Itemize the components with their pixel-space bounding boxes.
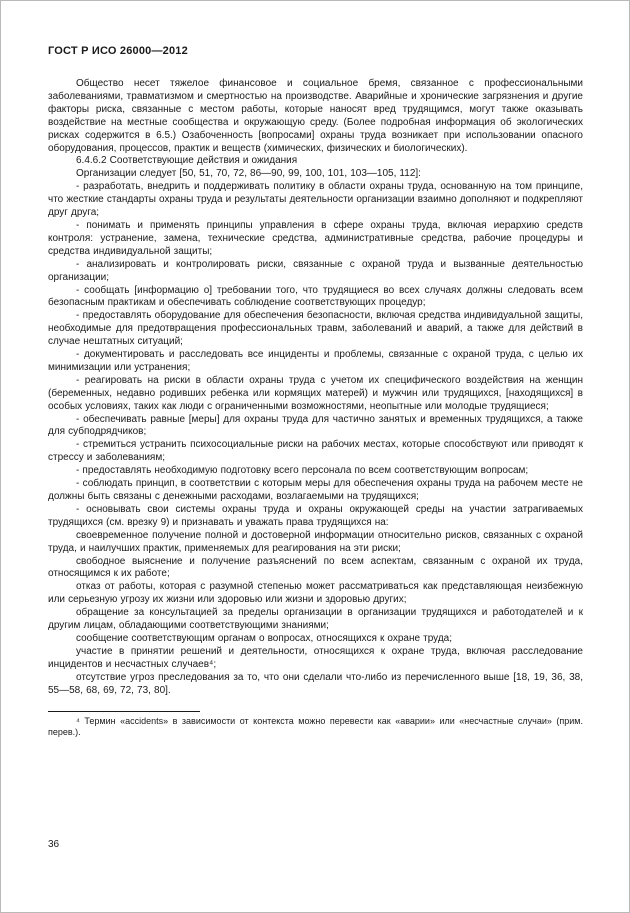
document-header-title: ГОСТ Р ИСО 26000—2012 (48, 45, 188, 57)
sub-list-item: отказ от работы, которая с разумной степенью может рассматриваться как представляющая неизбежную или серьезную угрозу их жизни или здоровью или жизни и здоровью других; (48, 581, 583, 606)
footnote-text: ⁴ Термин «accidents» в зависимости от контекста можно перевести как «аварии» или «несчастные случаи» (прим. перев.). (48, 715, 583, 737)
sub-list-item: отсутствие угроз преследования за то, что они сделали что-либо из перечисленного выше [18, 19, 36, 38, 55—58, 68, 69, 72, 73, 80]. (48, 671, 583, 696)
list-item: - предоставлять необходимую подготовку всего персонала по всем соответствующим вопросам; (76, 465, 529, 477)
sub-list-item: свободное выяснение и получение разъяснений по всем аспектам, связанным с охраной их труда, относящимся к их работе; (48, 555, 583, 580)
sub-list-item: обращение за консультацией за пределы организации в организации трудящихся и работодателей и к другим лицам, обладающими соответствующими знаниями; (48, 607, 583, 632)
list-item: - основывать свои системы охраны труда и охраны окружающей среды на участии затрагиваемых трудящихся (см. врезку 9) и признавать и уважать права трудящихся на: (48, 503, 583, 528)
sub-list-item: участие в принятии решений и деятельности, относящихся к охране труда, включая расследование инцидентов и несчастных случаев⁴; (48, 645, 583, 670)
list-item: - стремиться устранить психосоциальные риски на рабочих местах, которые способствуют или приводят к стрессу и заболеваниям; (48, 439, 583, 464)
sub-list-item: сообщение соответствующим органам о вопросах, относящихся к охране труда; (76, 632, 453, 644)
list-item: - обеспечивать равные [меры] для охраны труда для частично занятых и временных трудящихся, а также для субподрядчиков; (48, 413, 583, 438)
list-item: - разработать, внедрить и поддерживать политику в области охраны труда, основанную на том принципе, что жесткие стандарты охраны труда и результаты деятельности организации взаимно дополняют и подкрепляют друг друга; (48, 181, 583, 219)
list-item: - документировать и расследовать все инциденты и проблемы, связанные с охраной труда, с целью их минимизации или устранения; (48, 349, 583, 373)
page-number: 36 (48, 839, 60, 850)
list-item: - реагировать на риски в области охраны труда с учетом их специфического воздействия на женщин (беременных, недавно родивших ребенка или кормящих матерей) и мужчин или трудящихся, [находящихся] в особых условиях, таких как люди с ограниченными возможностями, неопытные или молодые трудящиеся; (48, 374, 583, 412)
sub-list-item: своевременное получение полной и достоверной информации относительно рисков, связанных с охраной труда, и наилучших практик, применяемых для реагирования на эти риски; (48, 529, 583, 554)
list-item: - предоставлять оборудование для обеспечения безопасности, включая средства индивидуальной защиты, необходимые для предотвращения профессиональных травм, заболеваний и аварий, а также для действий в случае нештатных ситуаций; (48, 310, 583, 348)
list-item: - соблюдать принцип, в соответствии с которым меры для обеспечения охраны труда на рабочем месте не должны быть связаны с денежными расходами, возлагаемыми на трудящихся; (48, 478, 583, 502)
list-item: - понимать и применять принципы управления в сфере охраны труда, включая иерархию средств контроля: устранение, замена, технические средства, административные средства, рабочие процедуры и средства индивидуальной защиты; (48, 219, 583, 257)
footnote-separator (48, 711, 200, 712)
document-body (48, 78, 583, 698)
paragraph-intro: Общество несет тяжелое финансовое и социальное бремя, связанное с профессиональными заболеваниями, травматизмом и смертностью на производстве. Аварийные и хронические загрязнения и другие факторы риска, связанные с местом работы, которые наносят вред трудящимся, могут также оказывать воздействие на местные сообщества и окружающую среду. (Более подробная информация об экологических рисках содержится в 6.5.) Озабоченность [вопросами] охраны труда возникает при использовании опасного оборудования, процессов, практик и веществ (химических, физических и биологических). (48, 78, 583, 154)
footnote-area (48, 711, 583, 739)
list-item: - сообщать [информацию о] требовании того, что трудящиеся во всех случаях должны следовать всем безопасным практикам и обеспечивать соблюдение соответствующих процедур; (48, 284, 583, 309)
paragraph-lead-in: Организации следует [50, 51, 70, 72, 86—90, 99, 100, 101, 103—105, 112]: (76, 168, 421, 180)
list-item: - анализировать и контролировать риски, связанные с охраной труда и вызванные деятельностью организации; (48, 258, 583, 283)
section-heading: 6.4.6.2 Соответствующие действия и ожидания (76, 155, 298, 167)
